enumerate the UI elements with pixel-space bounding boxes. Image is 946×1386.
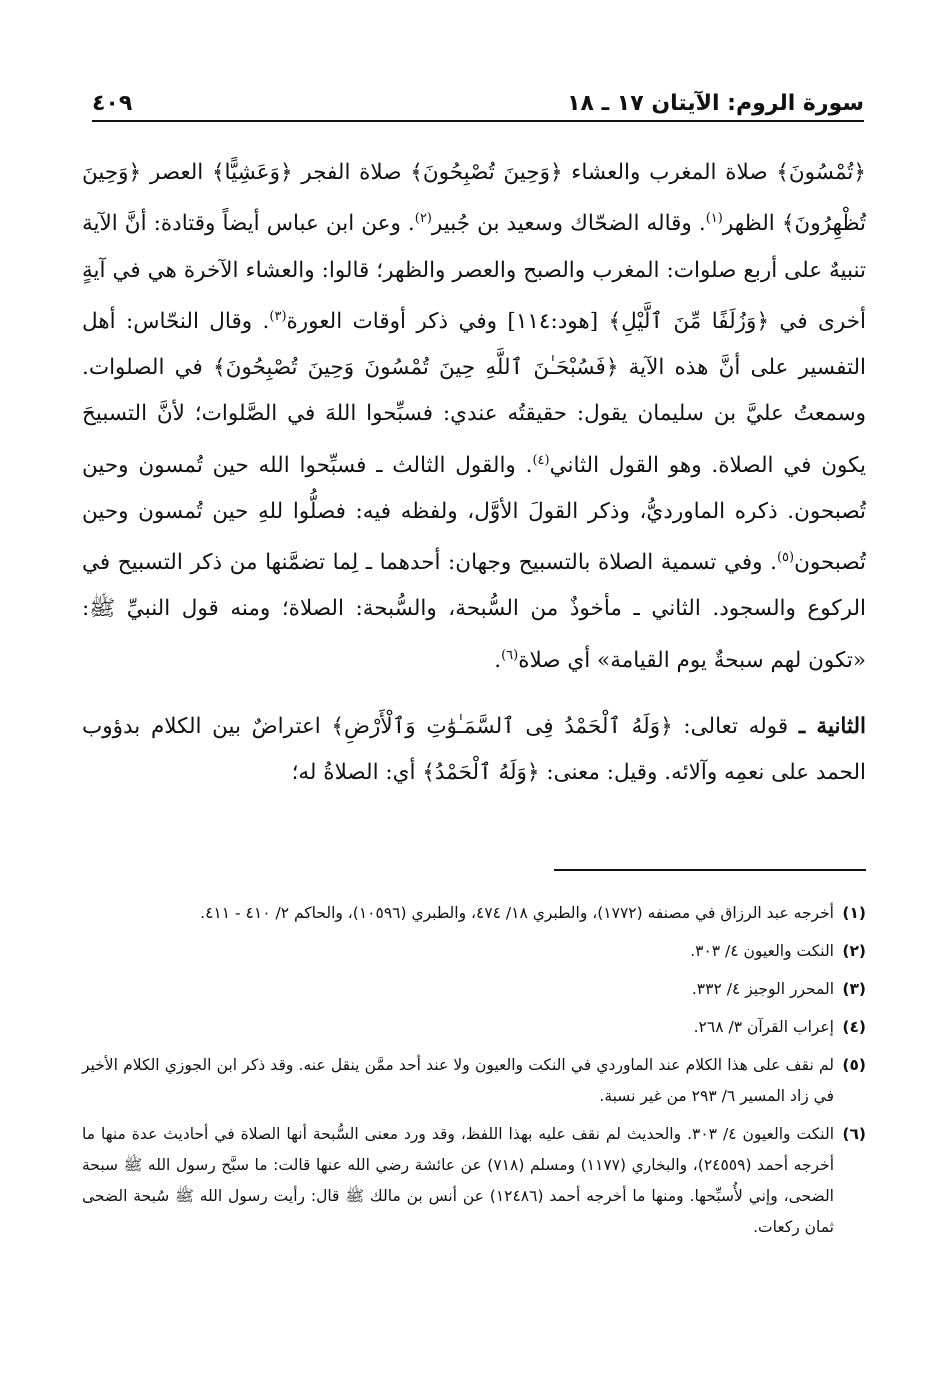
footnote <box>82 898 866 929</box>
text-segment: . وقاله الضحّاك وسعيد بن جُبير <box>431 211 706 237</box>
footnote-text: النكت والعيون ٤/ ٣٠٣. والحديث لم نقف عليه بهذا اللفظ، وقد ورد معنى السُّبحة أنها الصلاة في أحاديث عدة منها ما أخرجه أحمد (٢٤٥٥٩)، والبخاري (١١٧٧) ومسلم (٧١٨) عن عائشة رضي الله عنها قالت: ما سبَّح رسول الله ﷺ سبحة الضحى، وإني لأُسبِّحها. ومنها ما أخرجه أحمد (١٢٤٨٦) عن أنس بن مالك ﷺ قال: رأيت رسول الله ﷺ سُبحة الضحى ثمان ركعات. <box>82 1125 834 1236</box>
text-segment: . <box>494 647 502 673</box>
page-number: ٤٠٩ <box>92 91 133 116</box>
footnote-text: أخرجه عبد الرزاق في مصنفه (١٧٧٢)، والطبري ١٨/ ٤٧٤، والطبري (١٠٥٩٦)، والحاكم ٢/ ٤١٠ - ٤١١. <box>200 904 834 922</box>
footnote-number: (٦) <box>842 1125 866 1143</box>
footnote-number: (٢) <box>842 942 866 960</box>
footnote-text: النكت والعيون ٤/ ٣٠٣. <box>690 942 834 960</box>
footnote-text: لم نقف على هذا الكلام عند الماوردي في النكت والعيون ولا عند أحد ممَّن ينقل عنه. وقد ذكر ابن الجوزي الكلام الأخير في زاد المسير ٦/ ٢٩٣ من غير نسبة. <box>82 1056 834 1105</box>
text-segment: ﴿تُمْسُونَ﴾ صلاة المغرب والعشاء ﴿وَحِينَ تُصْبِحُونَ﴾ صلاة الفجر ﴿وَعَشِيًّا﴾ العصر <box>149 160 866 185</box>
footnote <box>82 1119 866 1243</box>
footnote-separator <box>554 869 866 871</box>
footnote-text: إعراب القرآن ٣/ ٢٦٨. <box>693 1018 834 1036</box>
text-segment: قوله تعالى: ﴿وَلَهُ ٱلْحَمْدُ فِى ٱلسَّمَـٰوَٰتِ وَٱلْأَرْضِ﴾ اعتراضٌ بين الكلام بدؤوب الحمد على نعمِه وآلائه. وقيل: معنى: ﴿وَلَهُ ٱلْحَمْدُ﴾ أي: الصلاةُ له؛ <box>82 714 866 786</box>
running-header <box>92 74 864 122</box>
chapter-title: سورة الروم: الآيتان ١٧ ـ ١٨ <box>567 91 864 116</box>
footnote-text: المحرر الوجيز ٤/ ٣٣٢. <box>691 980 834 998</box>
text-segment: . وعن ابن عباس أيضاً وقتادة: أنَّ الآية تنبيهٌ على أربع صلوات: المغرب والصبح والعصر والظهر؛ قالوا: والعشاء الآخرة هي في آيةٍ أخرى في ﴿وَزُلَفًا مِّنَ ٱلَّيْلِ﴾ [هود:١١٤] وفي ذكر أوقات العورة <box>82 211 866 334</box>
footnote-number: (٥) <box>842 1056 866 1074</box>
footnote-number: (١) <box>842 904 866 922</box>
paragraph-1 <box>82 150 866 684</box>
footnote-ref-4[interactable]: (٤) <box>532 452 550 468</box>
text-segment: . وفي تسمية الصلاة بالتسبيح وجهان: أحدهما ـ لِما تضمَّنها من ذكر التسبيح في الركوع والسجود. الثاني ـ مأخوذٌ من السُّبحة، والسُّبحة: الصلاة؛ ومنه قول النبيِّ ﷺ: «تكون لهم سبحةٌ يوم القيامة» أي صلاة <box>82 550 866 673</box>
footnote <box>82 974 866 1005</box>
footnotes <box>82 898 866 1250</box>
footnote-number: (٣) <box>842 980 866 998</box>
section-lead: الثانية ـ <box>798 714 866 740</box>
footnote-ref-2[interactable]: (٢) <box>414 211 432 227</box>
footnote-ref-3[interactable]: (٣) <box>269 308 287 324</box>
paragraph-2 <box>82 704 866 796</box>
footnote-ref-6[interactable]: (٦) <box>501 647 519 663</box>
main-text <box>82 150 866 796</box>
footnote <box>82 1012 866 1043</box>
footnote <box>82 936 866 967</box>
footnote <box>82 1050 866 1112</box>
footnote-ref-1[interactable]: (١) <box>705 211 723 227</box>
text-segment: ﴿وَحِينَ تُظْهِرُونَ﴾ الظهر <box>82 160 866 237</box>
text-segment: . وقال النحّاس: أهل التفسير على أنَّ هذه الآية ﴿فَسُبْحَـٰنَ ٱللَّهِ حِينَ تُمْسُونَ وَحِينَ تُصْبِحُونَ﴾ في الصلوات. وسمعتُ عليَّ بن سليمان يقول: حقيقتُه عندي: فسبِّحوا اللهَ في الصَّلوات؛ لأنَّ التسبيحَ يكون في الصلاة. وهو القول الثاني <box>82 308 867 478</box>
footnote-ref-5[interactable]: (٥) <box>776 550 795 566</box>
text-segment: . والقول الثالث ـ فسبِّحوا الله حين تُمسون وحين تُصبحون. ذكره الماورديُّ، وذكر القولَ الأوَّل، ولفظه فيه: فصلُّوا للهِ حين تُمسون وحين تُصبحون <box>82 452 866 576</box>
footnote-number: (٤) <box>842 1018 866 1036</box>
